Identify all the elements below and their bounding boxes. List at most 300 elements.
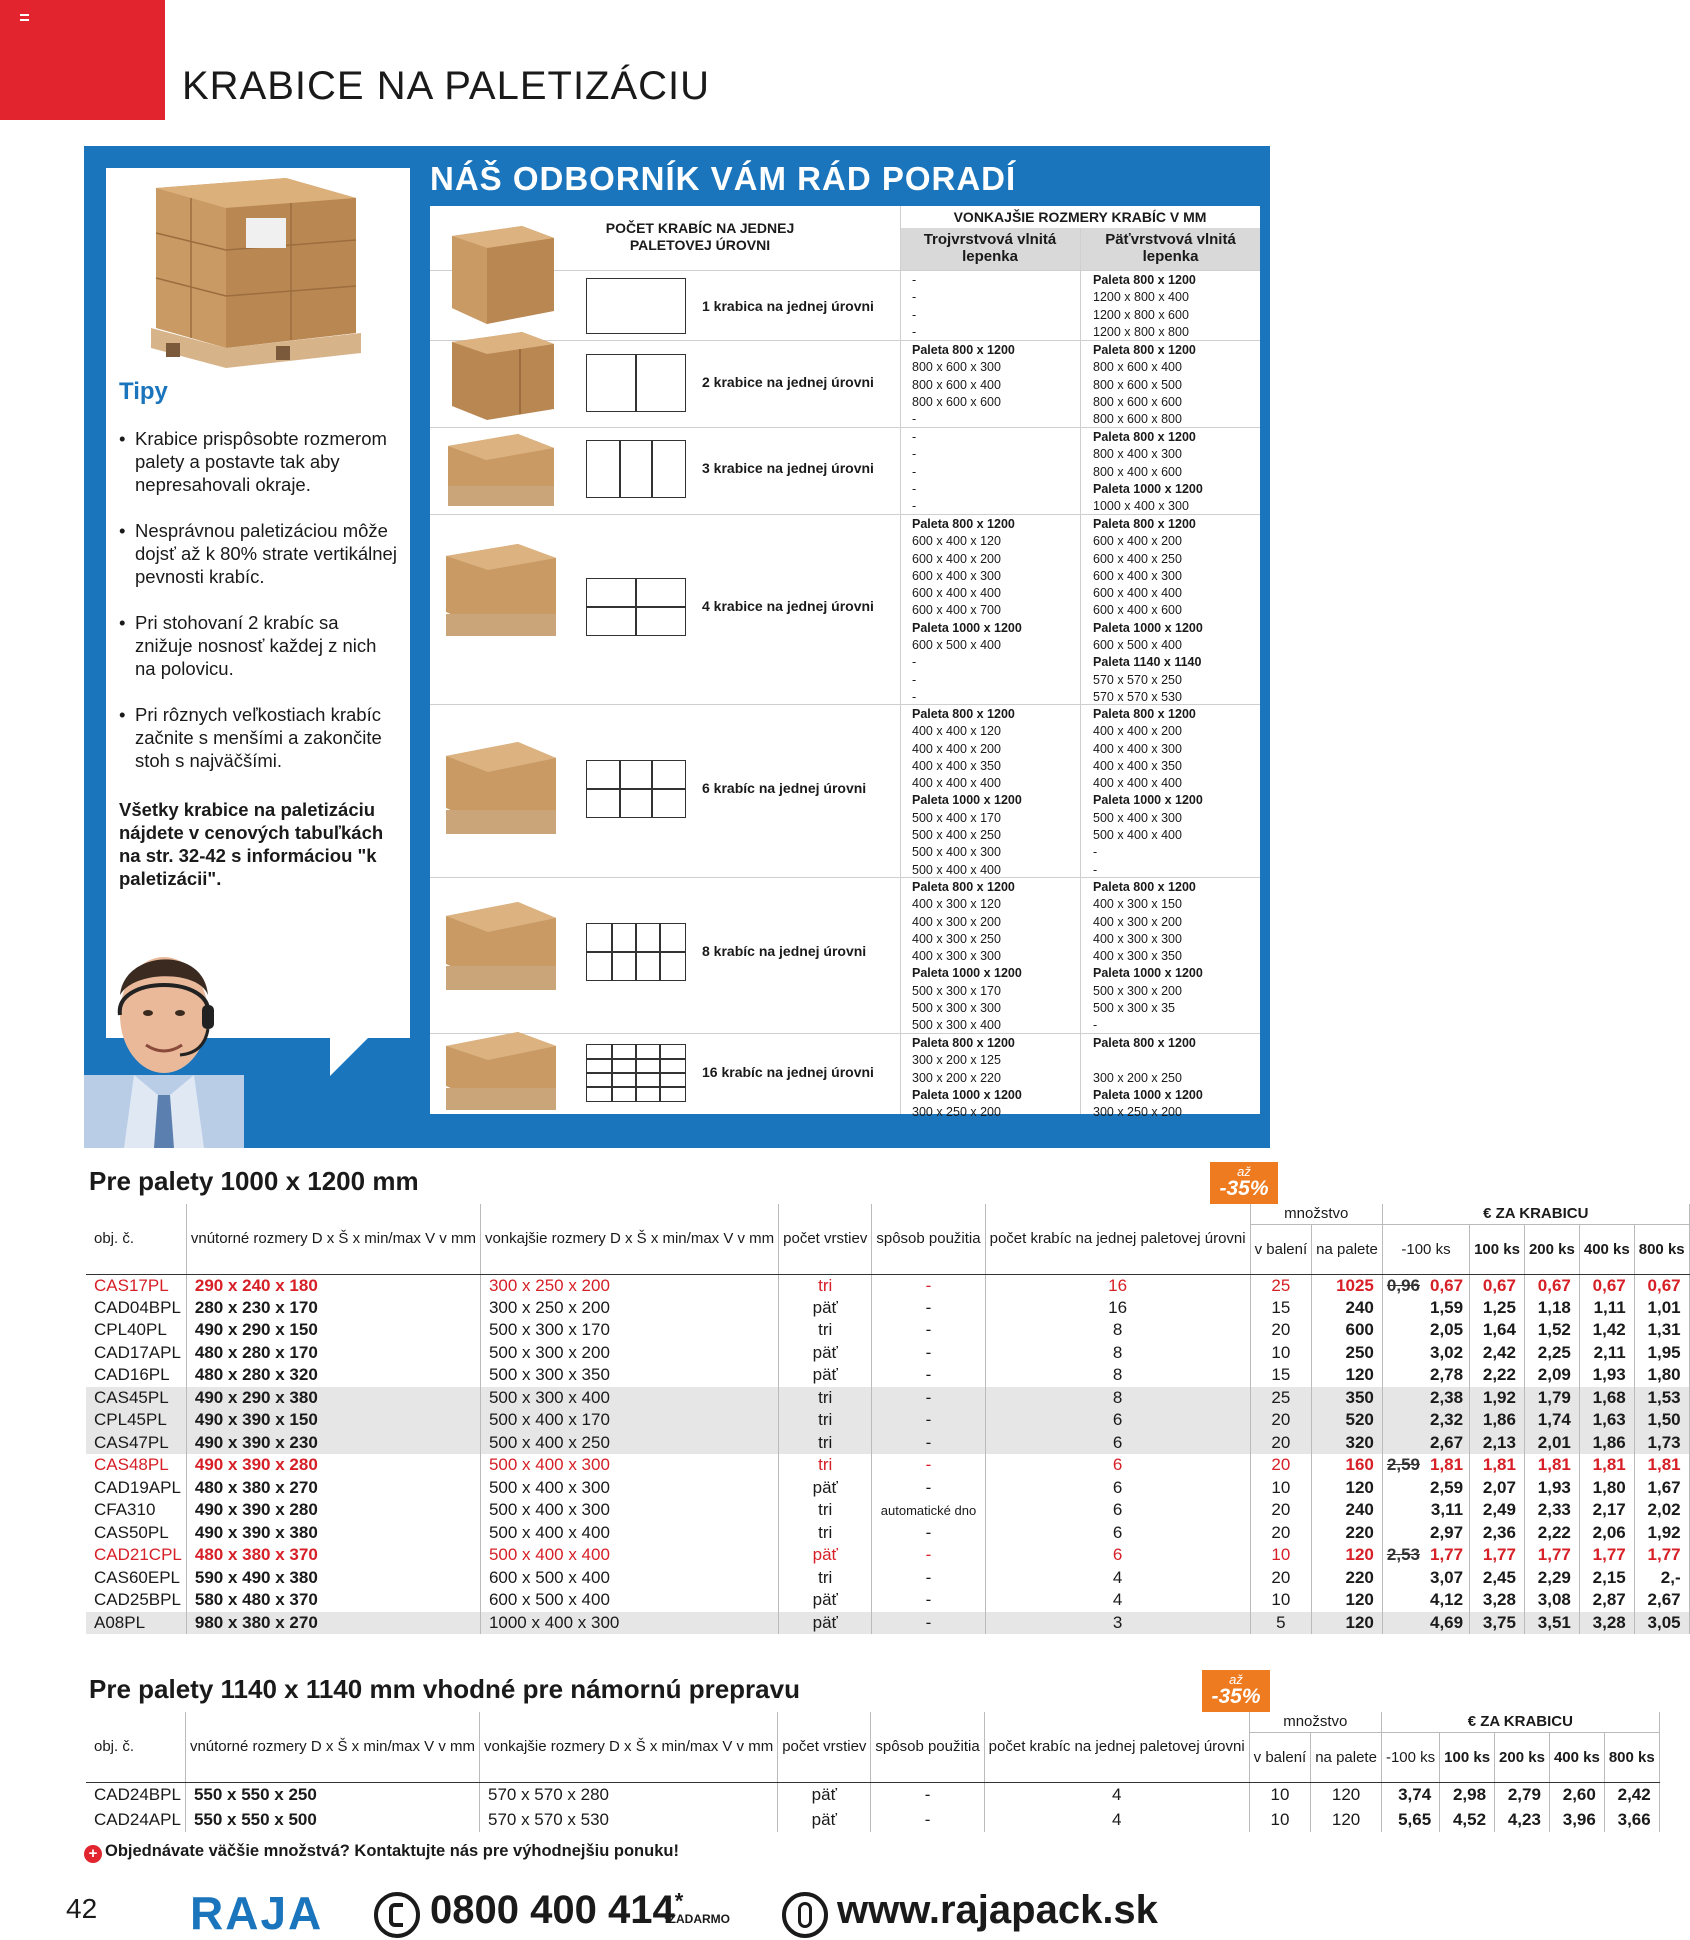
dimension-line: Paleta 1140 x 1140 [1093,655,1202,670]
inner-dimensions: 480 x 280 x 170 [186,1342,480,1365]
dimension-line: Paleta 1000 x 1200 [912,793,1022,808]
product-code: CAS60EPL [86,1567,186,1590]
dimension-line: 400 x 300 x 300 [1093,931,1182,946]
price-tier: 1,77 [1524,1544,1579,1567]
price-under-100: 1,59 [1382,1297,1469,1320]
boxes-per-level: 3 [985,1612,1250,1635]
price-tier: 0,67 [1524,1274,1579,1297]
dimension-line: 400 x 400 x 200 [1093,724,1182,739]
table-cell: 10 [1249,1782,1311,1807]
inner-dimensions: 550 x 550 x 250 [185,1782,479,1807]
qty-pallet: 120 [1312,1612,1383,1635]
table-row [86,1589,1689,1612]
usage: - [872,1477,985,1500]
dimension-line: Paleta 800 x 1200 [1093,517,1196,531]
box-stack-image [442,216,560,328]
table-row [86,1567,1689,1590]
dimension-line: 300 x 200 x 220 [912,1070,1001,1085]
five-layer-values [1093,879,1203,1035]
usage: - [872,1364,985,1387]
price-tier: 3,74 [1381,1782,1439,1807]
price-tier: 1,77 [1579,1544,1634,1567]
usage: automatické dno [872,1499,985,1522]
dimension-line: Paleta 1000 x 1200 [1093,620,1203,635]
outer-dimensions: 500 x 400 x 400 [480,1544,778,1567]
product-code: A08PL [86,1612,186,1635]
qty-pack: 15 [1250,1297,1312,1320]
dimension-line: - [912,307,917,322]
layers: päť [779,1612,872,1635]
layers: tri [779,1274,872,1297]
dimension-line: 500 x 400 x 400 [912,862,1001,877]
header-p3: 200 ks [1495,1732,1550,1782]
table-row [86,1432,1689,1455]
table-row [86,1612,1689,1635]
price-tier: 1,81 [1579,1454,1634,1477]
dimension-line: 500 x 300 x 170 [912,983,1001,998]
usage: - [872,1454,985,1477]
outer-dimensions: 600 x 500 x 400 [480,1589,778,1612]
price-tier: 2,09 [1524,1364,1579,1387]
qty-pallet: 120 [1312,1364,1383,1387]
layers: päť [779,1589,872,1612]
table-cell: 4 [984,1782,1249,1807]
price-tier: 1,64 [1470,1319,1525,1342]
header-code: obj. č. [86,1712,185,1782]
table-row [86,1274,1689,1297]
price-tier: 1,93 [1579,1364,1634,1387]
price-under-100: 2,78 [1382,1364,1469,1387]
price-under-100: 2,05 [1382,1319,1469,1342]
dimension-line: 1200 x 800 x 400 [1093,290,1189,305]
old-price: 0,96 [1386,1275,1420,1295]
price-tier: 3,51 [1524,1612,1579,1635]
layers: päť [779,1342,872,1365]
three-layer-values [912,706,1022,879]
dimension-line: 400 x 300 x 350 [1093,949,1182,964]
table-cell: päť [778,1782,871,1807]
price-tier: 5,65 [1381,1807,1439,1832]
grid-divider [1080,228,1081,1114]
col-5layer-header: Päťvrstvová vlnitá lepenka [1081,228,1260,270]
box-stack-image [442,536,560,646]
price-table-1000x1200 [86,1204,1690,1634]
price-tier: 1,81 [1524,1454,1579,1477]
dimension-line: 600 x 500 x 400 [912,638,1001,653]
header-layers: počet vrstiev [779,1204,872,1274]
three-layer-values [912,879,1022,1035]
dimension-line: Paleta 800 x 1200 [1093,430,1196,444]
website-url[interactable]: www.rajapack.sk [837,1888,1158,1932]
dimension-line: - [912,655,917,670]
price-tier: 3,75 [1470,1612,1525,1635]
boxes-per-level: 8 [985,1342,1250,1365]
price-under-100: 3,02 [1382,1342,1469,1365]
table-cell: päť [778,1807,871,1832]
box-stack-image [442,1026,560,1126]
dimension-line: 800 x 600 x 400 [1093,360,1182,375]
product-code: CPL45PL [86,1409,186,1432]
row-label: 4 krabice na jednej úrovni [702,598,874,614]
dimension-line: Paleta 1000 x 1200 [1093,966,1203,981]
dimension-line: 600 x 400 x 700 [912,603,1001,618]
table-row [86,1807,1659,1832]
layers: päť [779,1297,872,1320]
product-code: CPL40PL [86,1319,186,1342]
layers: päť [779,1477,872,1500]
row-label: 1 krabica na jednej úrovni [702,298,874,314]
usage: - [872,1522,985,1545]
qty-pallet: 350 [1312,1387,1383,1410]
dimension-line: - [912,481,917,496]
dimension-line: 600 x 500 x 400 [1093,638,1182,653]
product-code: CAS48PL [86,1454,186,1477]
price-tier: 2,49 [1470,1499,1525,1522]
usage: - [872,1409,985,1432]
qty-pallet: 240 [1312,1499,1383,1522]
dimension-line: 800 x 400 x 300 [1093,447,1182,462]
price-tier: 1,42 [1579,1319,1634,1342]
header-count: počet krabíc na jednej paletovej úrovni [985,1204,1250,1274]
dimension-line: 500 x 300 x 35 [1093,1001,1176,1016]
outer-dimensions: 600 x 500 x 400 [480,1567,778,1590]
dimension-line: 600 x 400 x 400 [912,586,1001,601]
raja-logo: RAJA [190,1887,324,1939]
qty-pallet: 320 [1312,1432,1383,1455]
outer-dimensions: 1000 x 400 x 300 [480,1612,778,1635]
dimension-line [1093,1052,1203,1069]
table-row [86,1409,1689,1432]
new-price: 1,81 [1429,1455,1464,1475]
qty-pack: 20 [1250,1454,1312,1477]
dimension-line: - [912,672,917,687]
price-tier: 2,87 [1579,1589,1634,1612]
qty-pallet: 220 [1312,1522,1383,1545]
price-tier: 1,50 [1634,1409,1689,1432]
tips-final-note: Všetky krabice na paletizáciu nájdete v cenových tabuľkách na str. 32-42 s informáciou "k paletizácii". [119,799,384,889]
dimension-line: Paleta 1000 x 1200 [1093,481,1203,496]
product-code: CAD24BPL [86,1782,185,1807]
old-price: 2,53 [1386,1545,1420,1565]
price-tier: 2,17 [1579,1499,1634,1522]
product-code: CAD19APL [86,1477,186,1500]
dimension-line: 300 x 200 x 250 [1093,1070,1182,1085]
qty-pallet: 120 [1312,1477,1383,1500]
header-outer: vonkajšie rozmery D x Š x min/max V v mm [480,1204,778,1274]
outer-dimensions: 500 x 400 x 250 [480,1432,778,1455]
price-under-100 [1382,1274,1469,1297]
qty-pallet: 1025 [1312,1274,1383,1297]
header-use: spôsob použitia [872,1204,985,1274]
inner-dimensions: 480 x 380 x 270 [186,1477,480,1500]
layers: tri [779,1319,872,1342]
header-qty: množstvo [1249,1712,1381,1732]
dimension-line: 400 x 400 x 350 [1093,758,1182,773]
price-tier: 2,36 [1470,1522,1525,1545]
five-layer-values [1093,1035,1203,1121]
advisor-photo [84,925,244,1148]
dimension-line: - [912,499,917,514]
table-cell: 10 [1249,1807,1311,1832]
qty-pack: 25 [1250,1387,1312,1410]
qty-pack: 20 [1250,1567,1312,1590]
tips-heading: Tipy [119,378,168,405]
header-inner: vnútorné rozmery D x Š x min/max V v mm [185,1712,479,1782]
dimension-line: 500 x 400 x 400 [1093,828,1182,843]
dimension-line: 600 x 400 x 200 [1093,534,1182,549]
dimension-line: 500 x 300 x 300 [912,1001,1001,1016]
box-stack-image [442,426,560,516]
phone-digits: 0800 400 414 [430,1888,675,1932]
price-tier: 1,25 [1470,1297,1525,1320]
bulk-order-text: Objednávate väčšie množstvá? Kontaktujte nás pre výhodnejšiu ponuku! [105,1842,679,1860]
dimension-line: Paleta 800 x 1200 [1093,880,1196,894]
dimension-line: 400 x 300 x 200 [1093,914,1182,929]
pallet-photo [126,158,372,368]
inner-dimensions: 490 x 290 x 150 [186,1319,480,1342]
price-tier: 1,92 [1470,1387,1525,1410]
header-pal: na palete [1312,1224,1383,1274]
price-under-100: 3,11 [1382,1499,1469,1522]
price-tier: 1,68 [1579,1387,1634,1410]
header-layers: počet vrstiev [778,1712,871,1782]
dimension-line: 400 x 400 x 350 [912,758,1001,773]
layout-4 [586,578,686,636]
usage: - [872,1297,985,1320]
table2-title: Pre palety 1140 x 1140 mm vhodné pre námornú prepravu [89,1674,800,1704]
dimension-line: 600 x 400 x 120 [912,534,1001,549]
dimension-line: 1200 x 800 x 600 [1093,307,1189,322]
dimension-line: 600 x 400 x 300 [912,568,1001,583]
col-outer-header: VONKAJŠIE ROZMERY KRABÍC V MM [953,209,1207,225]
usage: - [872,1274,985,1297]
phone-asterisk: * [674,1888,684,1914]
product-code: CAD04BPL [86,1297,186,1320]
table-row [86,1477,1689,1500]
price-under-100 [1382,1544,1469,1567]
outer-dimensions: 500 x 300 x 400 [480,1387,778,1410]
dimension-line: 400 x 400 x 300 [1093,741,1182,756]
header-pack: v balení [1249,1732,1311,1782]
layers: päť [779,1364,872,1387]
dimension-line: Paleta 800 x 1200 [912,1036,1015,1050]
usage: - [872,1342,985,1365]
price-tier: 1,63 [1579,1409,1634,1432]
dimension-line: - [1093,862,1098,877]
inner-dimensions: 490 x 390 x 280 [186,1499,480,1522]
table-cell: 4 [984,1807,1249,1832]
price-under-100: 2,38 [1382,1387,1469,1410]
product-code: CAS45PL [86,1387,186,1410]
price-tier: 2,01 [1524,1432,1579,1455]
dimension-line: - [912,464,917,479]
boxes-per-level: 6 [985,1522,1250,1545]
price-tier: 1,73 [1634,1432,1689,1455]
boxes-per-level: 8 [985,1319,1250,1342]
price-under-100: 2,67 [1382,1432,1469,1455]
layout-3 [586,440,686,498]
inner-dimensions: 490 x 390 x 380 [186,1522,480,1545]
inner-dimensions: 490 x 390 x 230 [186,1432,480,1455]
palletization-grid [430,206,1260,1120]
price-under-100: 2,97 [1382,1522,1469,1545]
dimension-line: Paleta 800 x 1200 [912,707,1015,721]
price-tier: 2,42 [1604,1782,1659,1807]
new-price: 0,67 [1429,1275,1464,1295]
layout-6 [586,760,686,818]
header-p5: 800 ks [1634,1224,1689,1274]
price-tier: 2,11 [1579,1342,1634,1365]
header-p4: 400 ks [1579,1224,1634,1274]
boxes-per-level: 4 [985,1567,1250,1590]
qty-pack: 20 [1250,1319,1312,1342]
dimension-line: Paleta 1000 x 1200 [912,620,1022,635]
price-tier: 2,33 [1524,1499,1579,1522]
product-code: CAS17PL [86,1274,186,1297]
badge-prefix: až [1237,1164,1251,1179]
qty-pallet: 120 [1312,1544,1383,1567]
dimension-line: 600 x 400 x 600 [1093,603,1182,618]
price-tier: 3,96 [1549,1807,1604,1832]
dimension-line: Paleta 800 x 1200 [912,343,1015,357]
product-code: CAD16PL [86,1364,186,1387]
header-use: spôsob použitia [871,1712,984,1782]
dimension-line: 800 x 600 x 500 [1093,377,1182,392]
layout-1 [586,278,686,334]
boxes-per-level: 6 [985,1432,1250,1455]
usage: - [872,1432,985,1455]
layers: tri [779,1409,872,1432]
row-label: 2 krabice na jednej úrovni [702,374,874,390]
dimension-line: 600 x 400 x 250 [1093,551,1182,566]
boxes-per-level: 8 [985,1387,1250,1410]
table-row [86,1544,1689,1567]
dimension-line: 1000 x 400 x 300 [1093,499,1189,514]
price-tier: 1,18 [1524,1297,1579,1320]
page-number: 42 [66,1893,98,1924]
product-code: CAD17APL [86,1342,186,1365]
price-under-100: 4,12 [1382,1589,1469,1612]
plus-icon: + [84,1845,102,1863]
qty-pack: 20 [1250,1409,1312,1432]
header-pack: v balení [1250,1224,1312,1274]
qty-pack: 15 [1250,1364,1312,1387]
price-tier: 0,67 [1579,1274,1634,1297]
dimension-line: Paleta 800 x 1200 [1093,707,1196,721]
price-tier: 2,29 [1524,1567,1579,1590]
layers: tri [779,1432,872,1455]
five-layer-values [1093,342,1196,428]
qty-pack: 10 [1250,1544,1312,1567]
price-tier: 3,08 [1524,1589,1579,1612]
tip-item: • Pri stohovaní 2 krabíc sa znižuje nosnosť každej z nich na polovicu. [119,611,399,680]
outer-dimensions: 500 x 300 x 200 [480,1342,778,1365]
price-tier: 1,81 [1470,1454,1525,1477]
menu-icon [20,14,29,21]
inner-dimensions: 490 x 390 x 280 [186,1454,480,1477]
header-p4: 400 ks [1549,1732,1604,1782]
inner-dimensions: 480 x 280 x 320 [186,1364,480,1387]
inner-dimensions: 280 x 230 x 170 [186,1297,480,1320]
layout-16 [586,1044,686,1102]
dimension-line: 400 x 300 x 200 [912,914,1001,929]
price-tier: 2,07 [1470,1477,1525,1500]
dimension-line: Paleta 800 x 1200 [912,880,1015,894]
dimension-line: 300 x 250 x 200 [912,1105,1001,1120]
header-p2: 100 ks [1470,1224,1525,1274]
box-stack-image [442,734,560,844]
qty-pallet: 220 [1312,1567,1383,1590]
row-label: 16 krabíc na jednej úrovni [702,1064,874,1080]
outer-dimensions: 500 x 400 x 300 [480,1499,778,1522]
discount-badge [1202,1670,1270,1712]
dimension-line: 800 x 600 x 400 [912,377,1001,392]
price-tier: 1,92 [1634,1522,1689,1545]
price-tier: 4,52 [1440,1807,1495,1832]
header-code: obj. č. [86,1204,186,1274]
usage: - [872,1319,985,1342]
price-tier: 2,02 [1634,1499,1689,1522]
boxes-per-level: 6 [985,1454,1250,1477]
dimension-line: 570 x 570 x 250 [1093,672,1182,687]
dimension-line: 800 x 600 x 800 [1093,412,1182,427]
dimension-line: 570 x 570 x 530 [1093,689,1182,704]
price-tier: 1,31 [1634,1319,1689,1342]
qty-pallet: 120 [1311,1782,1382,1807]
price-under-100 [1382,1454,1469,1477]
five-layer-values [1093,706,1203,879]
price-tier: 1,01 [1634,1297,1689,1320]
free-call-label: *ZADARMO [664,1912,730,1926]
outer-dimensions: 500 x 300 x 170 [480,1319,778,1342]
three-layer-values [912,516,1022,706]
price-under-100: 4,69 [1382,1612,1469,1635]
boxes-per-level: 6 [985,1499,1250,1522]
boxes-per-level: 4 [985,1589,1250,1612]
badge-prefix: až [1229,1672,1243,1687]
inner-dimensions: 490 x 290 x 380 [186,1387,480,1410]
inner-dimensions: 590 x 490 x 380 [186,1567,480,1590]
qty-pack: 10 [1250,1342,1312,1365]
table-row [86,1387,1689,1410]
dimension-line: Paleta 1000 x 1200 [912,966,1022,981]
col-3layer-header: Trojvrstvová vlnitá lepenka [900,228,1080,270]
price-tier: 3,28 [1579,1612,1634,1635]
qty-pack: 20 [1250,1499,1312,1522]
dimension-line: - [912,290,917,305]
boxes-per-level: 8 [985,1364,1250,1387]
dimension-line: 400 x 400 x 400 [1093,776,1182,791]
box-stack-image [442,324,560,424]
price-tier: 1,95 [1634,1342,1689,1365]
price-tier: 1,81 [1634,1454,1689,1477]
discount-badge [1210,1162,1278,1204]
phone-number [430,1888,683,1933]
outer-dimensions: 500 x 400 x 300 [480,1454,778,1477]
table-row [86,1522,1689,1545]
dimension-line: 400 x 400 x 200 [912,741,1001,756]
table-row [86,1342,1689,1365]
dimension-line: 800 x 600 x 600 [1093,394,1182,409]
dimension-line: - [912,412,917,427]
price-tier: 2,25 [1524,1342,1579,1365]
price-tier: 1,11 [1579,1297,1634,1320]
boxes-per-level: 16 [985,1274,1250,1297]
price-tier: 2,42 [1470,1342,1525,1365]
dimension-line: Paleta 1000 x 1200 [1093,793,1203,808]
table-cell: - [871,1807,984,1832]
dimension-line: 500 x 400 x 300 [912,845,1001,860]
